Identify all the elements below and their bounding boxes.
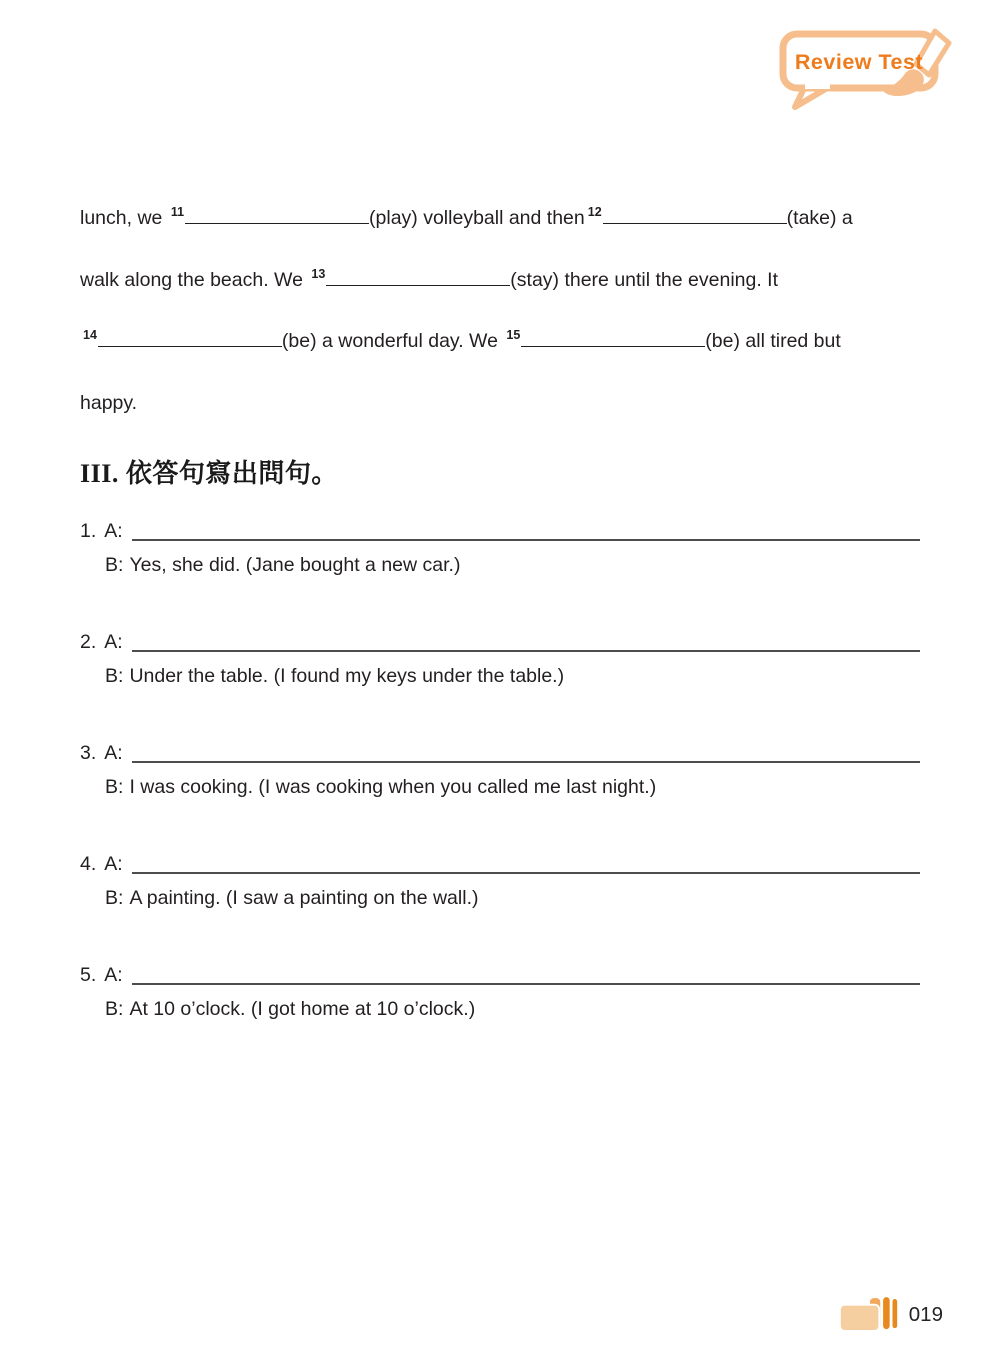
blank-number: 12 [587, 205, 602, 219]
speaker-b-label: B: [105, 887, 124, 909]
question-item [80, 739, 920, 800]
answer-text: At 10 o’clock. (I got home at 10 o’clock.) [129, 998, 476, 1020]
answer-text: A painting. (I saw a painting on the wall.) [129, 887, 479, 909]
answer-blank [185, 204, 369, 225]
speaker-b-label: B: [105, 998, 124, 1020]
paragraph-line [80, 251, 922, 313]
question-row [80, 850, 920, 876]
blank-number: 13 [311, 266, 326, 281]
paragraph-text: (be) a wonderful day. We [281, 330, 504, 352]
question-list [80, 517, 920, 1072]
question-item [80, 850, 920, 911]
fill-in-paragraph [80, 189, 922, 433]
question-row [80, 961, 920, 987]
paragraph-text: (be) all tired but [705, 330, 841, 352]
question-answer-line [132, 539, 920, 541]
paragraph-text: walk along the beach. We [80, 268, 309, 291]
question-answer-line [132, 983, 920, 985]
question-item [80, 517, 920, 578]
question-row [80, 517, 920, 543]
review-test-label: Review Test [794, 50, 924, 74]
blank-number: 11 [170, 205, 185, 219]
answer-row [80, 885, 920, 911]
question-row [80, 628, 920, 654]
question-answer-line [132, 650, 920, 652]
question-number: 2. [80, 631, 97, 653]
question-number: 5. [80, 964, 97, 986]
answer-text: Under the table. (I found my keys under the table.) [129, 665, 565, 687]
speaker-b-label: B: [105, 665, 124, 687]
answer-text: Yes, she did. (Jane bought a new car.) [129, 554, 461, 576]
answer-blank [98, 327, 282, 348]
question-answer-line [132, 761, 920, 763]
speaker-b-label: B: [105, 776, 124, 798]
paragraph-text: (take) a [786, 207, 853, 229]
review-test-badge [776, 28, 966, 112]
page-footer [838, 1293, 943, 1337]
question-item [80, 628, 920, 689]
speaker-a-label: A: [104, 631, 123, 653]
speaker-a-label: A: [104, 964, 123, 986]
answer-blank [521, 327, 705, 348]
speaker-a-label: A: [104, 853, 123, 875]
question-number: 3. [80, 742, 97, 764]
speaker-a-label: A: [104, 520, 123, 542]
books-icon [838, 1293, 900, 1337]
question-number: 4. [80, 853, 97, 875]
speaker-b-label: B: [105, 554, 124, 576]
answer-row [80, 996, 920, 1022]
answer-text: I was cooking. (I was cooking when you called me last night.) [129, 776, 657, 798]
speaker-a-label: A: [104, 742, 123, 764]
answer-row [80, 663, 920, 689]
answer-blank [326, 265, 510, 286]
paragraph-line [80, 374, 922, 434]
paragraph-text: happy. [80, 391, 138, 414]
paragraph-text: (play) volleyball and then [369, 207, 585, 229]
question-row [80, 739, 920, 765]
paragraph-line [80, 312, 922, 374]
blank-number: 14 [83, 328, 97, 342]
answer-blank [603, 204, 787, 225]
paragraph-text: lunch, we [80, 207, 168, 229]
section-heading: III. 依答句寫出問句。 [80, 459, 338, 488]
paragraph-line [80, 189, 922, 251]
question-number: 1. [80, 520, 97, 542]
answer-row [80, 774, 920, 800]
review-test-badge-graphic [776, 28, 966, 112]
page-number: 019 [908, 1303, 943, 1326]
blank-number: 15 [506, 328, 521, 342]
paragraph-text: (stay) there until the evening. It [510, 268, 779, 291]
question-answer-line [132, 872, 920, 874]
answer-row [80, 552, 920, 578]
question-item [80, 961, 920, 1022]
